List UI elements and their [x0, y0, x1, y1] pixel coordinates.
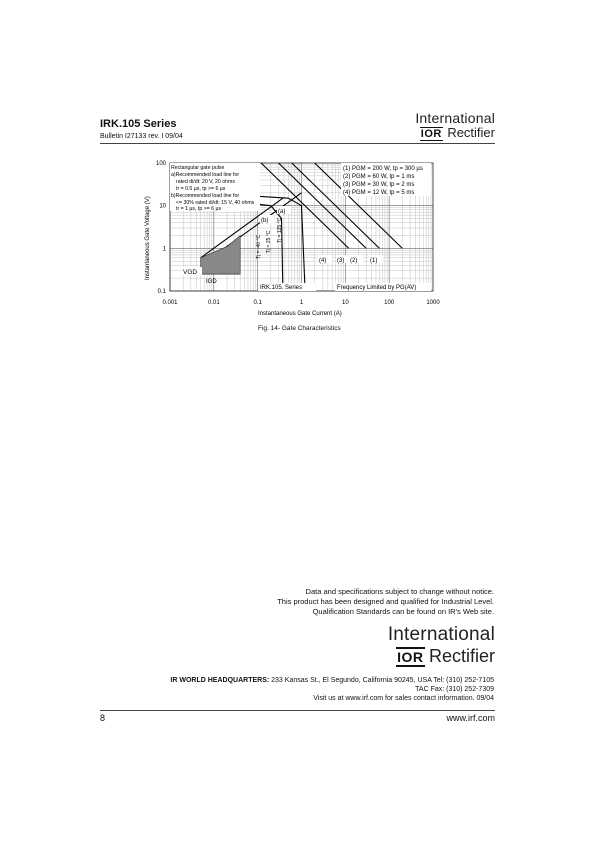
footer-logo-international: International — [387, 624, 495, 645]
pgm-legend-1: (1) PGM = 200 W, tp = 300 µs — [343, 166, 423, 172]
curve-label-2: (2) — [350, 258, 358, 264]
y-tick-label: 100 — [155, 161, 166, 167]
disclaimer — [277, 587, 494, 617]
x-tick-label: 1000 — [426, 300, 440, 306]
pgm-legend-2: (2) PGM = 60 W, tp = 1 ms — [343, 174, 415, 180]
temp-label-125: Tj = 125 °C — [277, 217, 283, 243]
frequency-label: Frequency Limited by PG(AV) — [337, 285, 417, 291]
x-tick-label: 0.001 — [162, 300, 178, 306]
y-tick-label: 0.1 — [157, 289, 166, 295]
document-title: IRK.105 Series — [100, 118, 177, 130]
header-logo — [395, 111, 495, 141]
hq-visit: Visit us at www.irf.com for sales contact information. 09/04 — [313, 695, 494, 702]
note-3: tr = 0.5 µs, tp >= 6 µs — [176, 186, 226, 192]
page-number: 8 — [100, 713, 106, 723]
logo-ior: IOR — [420, 128, 442, 140]
temp-label-25: Tj = 25 °C — [266, 230, 272, 253]
load-label-b: (b) — [261, 218, 269, 224]
disclaimer-line-1: Data and specifications subject to change without notice. — [305, 587, 494, 596]
footer-rule — [100, 710, 495, 711]
x-tick-label: 100 — [384, 300, 395, 306]
temp-label-m40: Tj = -40 °C — [256, 234, 262, 259]
logo-international: International — [415, 110, 495, 126]
x-tick-label: 0.01 — [207, 300, 220, 306]
disclaimer-line-2: This product has been designed and qualified for Industrial Level. — [277, 597, 494, 606]
curve-label-1: (1) — [370, 258, 378, 264]
pgm-legend-3: (3) PGM = 30 W, tp = 2 ms — [343, 182, 415, 188]
curve-label-4: (4) — [319, 258, 327, 264]
note-5: <= 30% rated di/dt: 15 V, 40 ohms — [176, 200, 255, 206]
x-tick-label: 10 — [341, 300, 349, 306]
x-tick-label: 1 — [299, 300, 304, 306]
footer-url[interactable]: www.irf.com — [446, 713, 495, 723]
x-axis-label: Instantaneous Gate Current (A) — [258, 311, 342, 317]
disclaimer-line-3: Qualification Standards can be found on IR's Web site. — [312, 607, 494, 616]
load-label-a: (a) — [278, 209, 286, 215]
y-axis-label: Instantaneous Gate Voltage (V) — [145, 196, 151, 280]
series-label: IRK.105. Series — [260, 285, 303, 291]
hq-fax: TAC Fax: (310) 252-7309 — [415, 686, 494, 693]
headquarters-block — [170, 676, 494, 703]
x-tick-label: 0.1 — [253, 300, 262, 306]
note-1: a)Recommended load line for — [171, 172, 240, 178]
footer-logo — [375, 625, 495, 668]
hq-address-line — [170, 676, 494, 685]
logo-rectifier: Rectifier — [447, 125, 495, 140]
note-0: Rectangular gate pulse — [171, 165, 225, 171]
hq-address: 233 Kansas St., El Segundo, California 90245, USA Tel: (310) 252-7105 — [269, 677, 494, 684]
igd-label: IGD — [206, 279, 217, 285]
curve-label-3: (3) — [337, 258, 345, 264]
note-6: tr = 1 µs, tp >= 6 µs — [176, 206, 222, 212]
note-4: b)Recommended load line for — [171, 193, 240, 199]
gate-trigger-area — [201, 235, 241, 274]
y-tick-label: 10 — [159, 203, 166, 210]
y-tick-label: 1 — [162, 246, 166, 253]
note-2: rated di/dt: 20 V, 20 ohms — [176, 179, 235, 185]
bulletin-line: Bulletin I27133 rev. I 09/04 — [100, 133, 183, 140]
vgd-label: VGD — [183, 269, 198, 276]
footer-logo-ior: IOR — [397, 649, 424, 665]
figure-caption: Fig. 14- Gate Characteristics — [258, 325, 341, 332]
hq-label: IR WORLD HEADQUARTERS: — [170, 677, 270, 684]
gate-characteristics-chart — [140, 155, 450, 320]
footer-logo-rectifier: Rectifier — [428, 646, 495, 666]
header-rule — [100, 143, 495, 144]
pgm-legend-4: (4) PGM = 12 W, tp = 5 ms — [343, 190, 415, 196]
